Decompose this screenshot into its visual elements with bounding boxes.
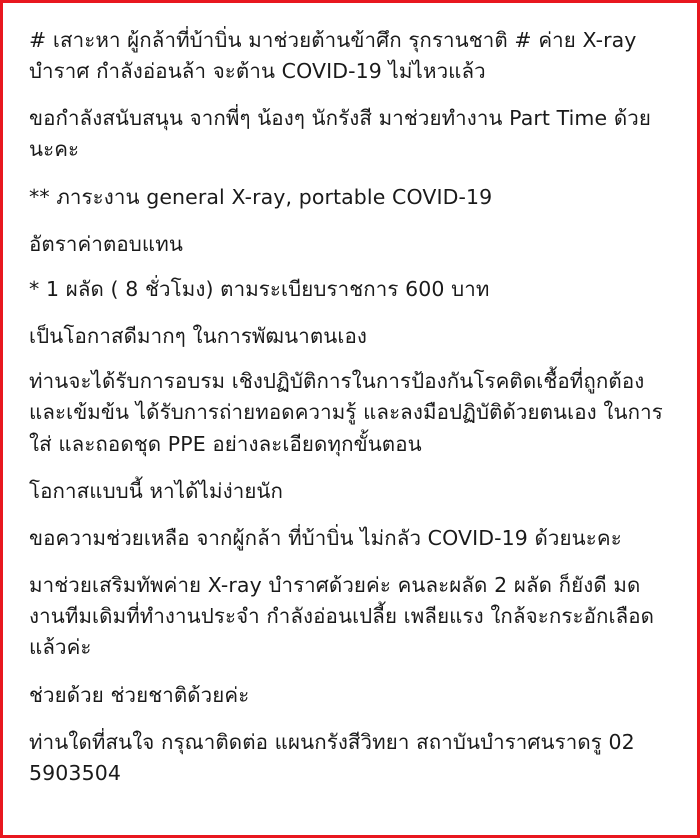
paragraph-training-details: ท่านจะได้รับการอบรม เชิงปฏิบัติการในการป้องกันโรคติดเชื้อที่ถูกต้องและเข้มข้น ได้รับการถ่ายทอดความรู้ และลงมือปฏิบัติด้วยตนเอง ในการใส่ และถอดชุด PPE อย่างละเอียดทุกขั้นตอน bbox=[29, 369, 663, 456]
document-body bbox=[29, 25, 671, 825]
paragraph-support-request: ขอกำลังสนับสนุน จากพี่ๆ น้องๆ นักรังสี มาช่วยทำงาน Part Time ด้วยนะคะ bbox=[29, 106, 651, 162]
paragraph-compensation-rate: * 1 ผลัด ( 8 ชั่วโมง) ตามระเบียบราชการ 600 บาท bbox=[29, 276, 490, 301]
paragraph-opportunity: เป็นโอกาสดีมากๆ ในการพัฒนาตนเอง bbox=[29, 324, 368, 349]
paragraph-call-to-action: ช่วยด้วย ช่วยชาติด้วยค่ะ bbox=[29, 682, 250, 707]
paragraph-duties: ** ภาระงาน general X-ray, portable COVID-19 bbox=[29, 184, 493, 209]
paragraph-help-plea: ขอความช่วยเหลือ จากผู้กล้า ที่บ้าบิ่น ไม่กลัว COVID-19 ด้วยนะคะ bbox=[29, 525, 622, 550]
paragraph-compensation-label: อัตราค่าตอบแทน bbox=[29, 231, 183, 256]
paragraph-contact-info: ท่านใดที่สนใจ กรุณาติดต่อ แผนกรังสีวิทยา สถาบันบำราศนราดรู 02 5903504 bbox=[29, 729, 635, 785]
paragraph-headline: # เสาะหา ผู้กล้าที่บ้าบิ่น มาช่วยต้านข้าศึก รุกรานชาติ # ค่าย X-ray บำราศ กำลังอ่อนล้า จะต้าน COVID-19 ไม่ไหวแล้ว bbox=[29, 28, 637, 84]
paragraph-reinforcement: มาช่วยเสริมทัพค่าย X-ray บำราศด้วยค่ะ คนละผลัด 2 ผลัด ก็ยังดี มดงานทีมเดิมที่ทำงานประจำ กำลังอ่อนเปลี้ย เพลียแรง ใกล้จะกระอักเลือดแล้วค่ะ bbox=[29, 573, 655, 660]
paragraph-rare-chance: โอกาสแบบนี้ หาได้ไม่ง่ายนัก bbox=[29, 478, 284, 503]
